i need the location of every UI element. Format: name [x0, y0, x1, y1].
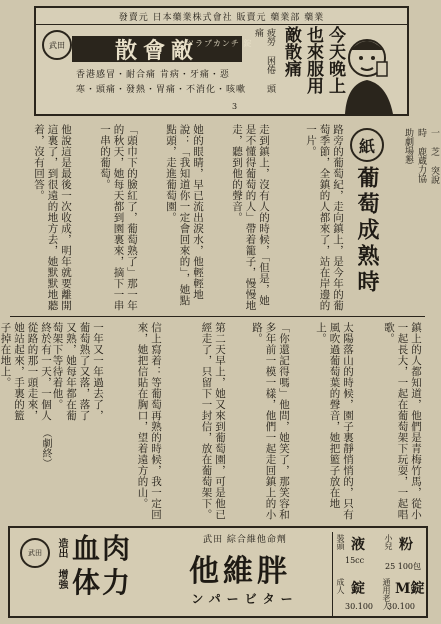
form-note: 裝頭 — [336, 534, 345, 550]
top-advertisement — [34, 6, 409, 116]
ad-top-strip: 發賣元 日本藥業株式會社 販賣元 藥業部 藥業 — [36, 8, 407, 25]
ad-product-kana: ンパービター — [191, 592, 299, 606]
bottom-advertisement — [8, 526, 428, 618]
article-end-mark: （劇終） — [40, 428, 51, 468]
article-title: 葡萄成熟時 — [354, 166, 380, 296]
article-column: 鎮上的人都知道，他們是青梅竹馬，從小一起長大，一起在葡萄架下玩耍，一起唱歌。 — [383, 322, 422, 520]
article-column: 她的眼睛，早已流出淚水，他輕輕地說：「我知道你一定會回來的」，她點點頭，走進葡萄園。 — [165, 124, 204, 306]
form-label: 液 — [351, 537, 365, 553]
ad-slogan: 血肉体力 — [72, 532, 133, 599]
form-size: 30.100 — [345, 602, 373, 611]
form-size: 25 100包 — [385, 562, 421, 571]
ad-headline: 今天晚上 也來服用 敵散痛 — [281, 26, 345, 94]
article-column: 太陽落山的時候，園子裏靜悄悄的，只有風吹過葡萄葉的聲音，她把籃子放在地上。 — [315, 322, 354, 520]
article-column: 終於有一天，一個人從路的那一頭走來，她站起來，手裏的籃子掉在地上。 — [0, 322, 52, 421]
ad-brand-kana: ツラブカンチ 錠 — [186, 39, 253, 48]
form-label: M錠 — [395, 581, 425, 597]
man-portrait-icon — [337, 28, 401, 114]
article-column: 「頭巾下的臉紅了，葡萄熟了」那一年的秋天，她每天都到園裏來，摘下一串一串的葡萄。 — [99, 124, 138, 311]
article-author: 一 芝 突說時 鹿蔵力協助劇場懇 — [403, 128, 439, 184]
article-column: 信上寫着：等葡萄再熟的時候，我一定回來，她把信貼在胸口，望着遠方的山。 — [136, 322, 162, 520]
form-note: 小兒 — [384, 534, 393, 550]
column-divider — [10, 316, 425, 317]
form-label: 粉 — [399, 537, 413, 553]
takeda-logo-icon: 武田 — [42, 30, 72, 60]
page-number: 3 — [232, 102, 238, 111]
form-note: 通用老人 — [382, 578, 391, 610]
ad-tagline: 武田 綜合維他命劑 — [203, 535, 287, 545]
ad-side-text: 造出 增強 — [56, 538, 67, 589]
ad-sub-copy: 疲勞 困倦 頭痛 — [253, 28, 275, 93]
takeda-logo-icon: 武田 — [20, 538, 50, 568]
article-column: 他說這是最後一次收成，明年就要離開這裏了，到很遠的地方去，她默默地聽着，沒有回答。 — [33, 124, 72, 311]
form-note: 成人 — [336, 578, 345, 594]
ad-brand-name: 散會敵 — [72, 36, 242, 62]
article-tag-badge: 紙 — [350, 128, 384, 162]
form-size: 15cc — [345, 556, 365, 565]
article-column: 一年又一年過去了，葡萄熟了又落，落了又熟，她每年都在葡萄架下等待着他。 — [51, 322, 104, 421]
ad-product-name: 他維胖 — [189, 554, 291, 589]
article-column: 路旁的葡萄紀，走向鎮上，是今年的葡萄季節，全鎮的人都來了，站在岸邊的一片。 — [305, 124, 344, 311]
form-label: 錠 — [351, 581, 365, 597]
article-column: 第二天早上，她又來到葡萄園，可是他已經走了，只留下一封信，放在葡萄架下。 — [200, 322, 226, 520]
form-size: 30.100 — [387, 602, 415, 611]
article-column: 走到鎮上，沒有人的時候，「但是，她是不懂得葡萄的人」帶着籠子，慢慢地走，聽到他的聲音。 — [231, 124, 270, 311]
article-column: 「你還記得嗎」他問，她笑了，那笑容和多年前一模一樣，他們一起走回鎮上的小路。 — [251, 322, 290, 520]
article — [0, 118, 439, 526]
ad-uses-text: 香港感冒・耐合痛 肯病・牙痛・惡寒・頭痛・發熱・胃痛・不消化・咳嗽 — [76, 70, 247, 95]
ad-product-forms — [332, 532, 427, 616]
